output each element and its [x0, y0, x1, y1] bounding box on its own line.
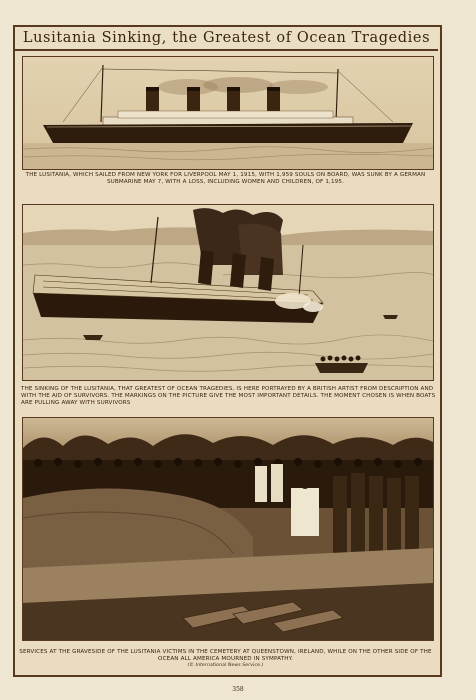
page-number: 358 [232, 686, 244, 693]
funeral-photo-caption [15, 649, 436, 669]
lusitania-ship-illustration [23, 57, 433, 169]
funeral-photo [22, 417, 434, 641]
funeral-caption-text: SERVICES AT THE GRAVESIDE OF THE LUSITANIA VICTIMS IN THE CEMETERY AT QUEENSTOWN, IRELAND, WHILE ON THE OTHER SIDE OF THE OCEAN ALL AMERICA MOURNED IN SYMPATHY. [19, 649, 432, 663]
graveside-service-scene [23, 418, 433, 640]
photo-credit: (© International News Service.) [187, 663, 264, 669]
page-title: Lusitania Sinking, the Greatest of Ocean Tragedies [22, 30, 431, 46]
sinking-illustration [22, 204, 434, 381]
sinking-ship-drawing [23, 205, 433, 380]
title-banner [15, 27, 438, 51]
ship-photo [22, 56, 434, 170]
ship-photo-caption: THE LUSITANIA, WHICH SAILED FROM NEW YORK FOR LIVERPOOL MAY 1, 1915, WITH 1,959 SOULS ON BOARD, WAS SUNK BY A GERMAN SUBMARINE MAY 7, WITH A LOSS, INCLUDING WOMEN AND CHILDREN, OF 1,195. [25, 172, 426, 186]
illustration-caption: THE SINKING OF THE LUSITANIA, THAT GREATEST OF OCEAN TRAGEDIES, IS HERE PORTRAYED BY A BRITISH ARTIST FROM DESCRIPTION AND WITH THE AID OF SURVIVORS. THE MARKINGS ON THE PICTURE GIVE THE MOST IMPORTANT DETAILS. THE MOMENT CHOSEN IS WHEN BOATS ARE PULLING AWAY WITH SURVIVORS [21, 386, 436, 407]
